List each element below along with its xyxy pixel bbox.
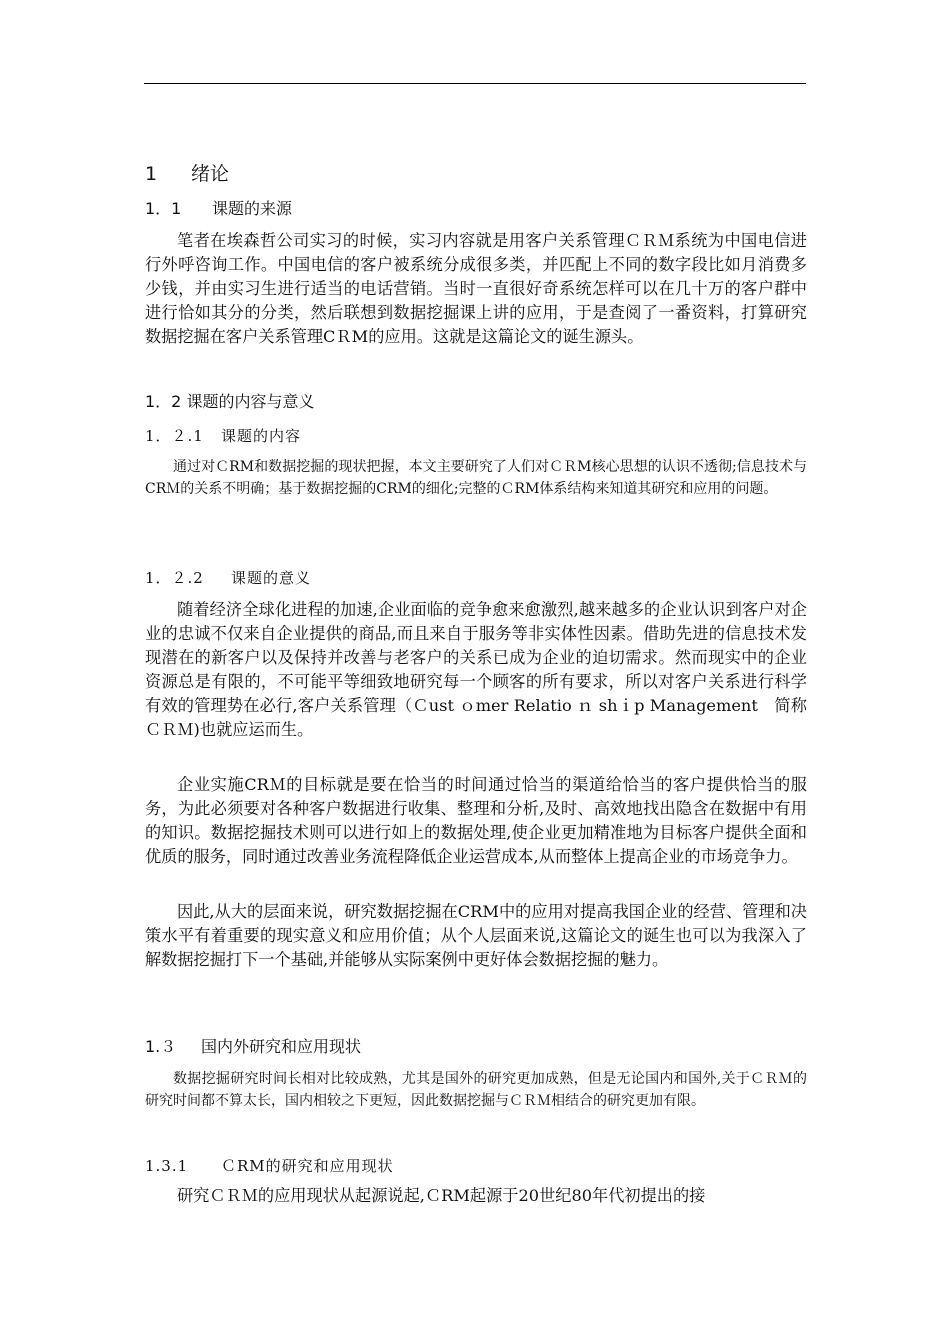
paragraph-crm-history: 研究ＣＲＭ的应用现状从起源说起,ＣRM起源于20世纪80年代初提出的接 [177,1186,706,1205]
subsection-number: 1.3.1 [145,1157,189,1175]
chapter-number: 1 [145,163,158,185]
subsection-number: 1．２.2 [145,569,204,587]
subsection-title: ＣRM的研究和应用现状 [221,1157,394,1175]
section-number: 1.３ [145,1037,177,1056]
section-heading-1-3 [145,1034,807,1057]
paragraph-significance-2: 企业实施CRＭ的目标就是要在恰当的时间通过恰当的渠道给恰当的客户提供恰当的服务，为此必须要对各种客户数据进行收集、整理和分析,及时、高效地找出隐含在数据中有用的知识。数据挖掘技术则可以进行如上的数据处理,使企业更加精准地为目标客户提供全面和优质的服务，同时通过改善业务流程降低企业运营成本,从而整体上提高企业的市场竞争力。 [145,775,807,866]
paragraph-status: 数据挖掘研究时间长相对比较成熟，尤其是国外的研究更加成熟，但是无论国内和国外,关于ＣＲＭ的研究时间都不算太长，国内相较之下更短，因此数据挖掘与ＣＲＭ相结合的研究更加有限。 [145,1071,807,1109]
subsection-title: 课题的意义 [231,569,312,587]
section-number: 1．1 [145,199,182,218]
paragraph-significance-3: 因此,从大的层面来说，研究数据挖掘在CRM中的应用对提高我国企业的经营、管理和决策水平有着重要的现实意义和应用价值；从个人层面来说,这篇论文的诞生也可以为我深入了解数据挖掘打下一个基础,并能够从实际案例中更好体会数据挖掘的魅力。 [145,902,807,969]
section-heading-1-2: 1．2 课题的内容与意义 [145,392,315,411]
subsection-heading-1-2-1 [145,425,807,446]
section-heading-1-1 [145,196,807,219]
paragraph-source: 笔者在埃森哲公司实习的时候，实习内容就是用客户关系管理ＣＲＭ系统为中国电信进行外呼咨询工作。中国电信的客户被系统分成很多类，并匹配上不同的数字段比如月消费多少钱，并由实习生进行适当的电话营销。当时一直很好奇系统怎样可以在几十万的客户群中进行恰如其分的分类，然后联想到数据挖掘课上讲的应用，于是查阅了一番资料，打算研究数据挖掘在客户关系管理CＲM的应用。这就是这篇论文的诞生源头。 [145,231,807,346]
subsection-title: 课题的内容 [221,427,302,445]
section-title: 课题的来源 [212,199,293,218]
paragraph-content: 通过对ＣRM和数据挖掘的现状把握，本文主要研究了人们对ＣＲM核心思想的认识不透彻;信息技术与CRＭ的关系不明确；基于数据挖掘的CRM的细化;完整的ＣRM体系结构来知道其研究和应用的问题。 [145,459,807,497]
subsection-heading-1-2-2 [145,567,807,588]
section-title: 国内外研究和应用现状 [201,1037,362,1056]
header-rule [144,83,806,84]
subsection-number: 1．２.1 [145,427,204,445]
chapter-heading [145,159,807,186]
subsection-heading-1-3-1 [145,1155,807,1176]
paragraph-significance-1: 随着经济全球化进程的加速,企业面临的竞争愈来愈激烈,越来越多的企业认识到客户对企业的忠诚不仅来自企业提供的商品,而且来自于服务等非实体性因素。借助先进的信息技术发现潜在的新客户以及保持并改善与老客户的关系已成为企业的迫切需求。然而现实中的企业资源总是有限的，不可能平等细致地研究每一个顾客的所有要求，所以对客户关系进行科学有效的管理势在必行,客户关系管理（Ｃust ｏmer Relatio ｎ shｉp Management 简称ＣＲＭ)也就应运而生。 [145,600,807,739]
chapter-title: 绪论 [191,163,230,185]
